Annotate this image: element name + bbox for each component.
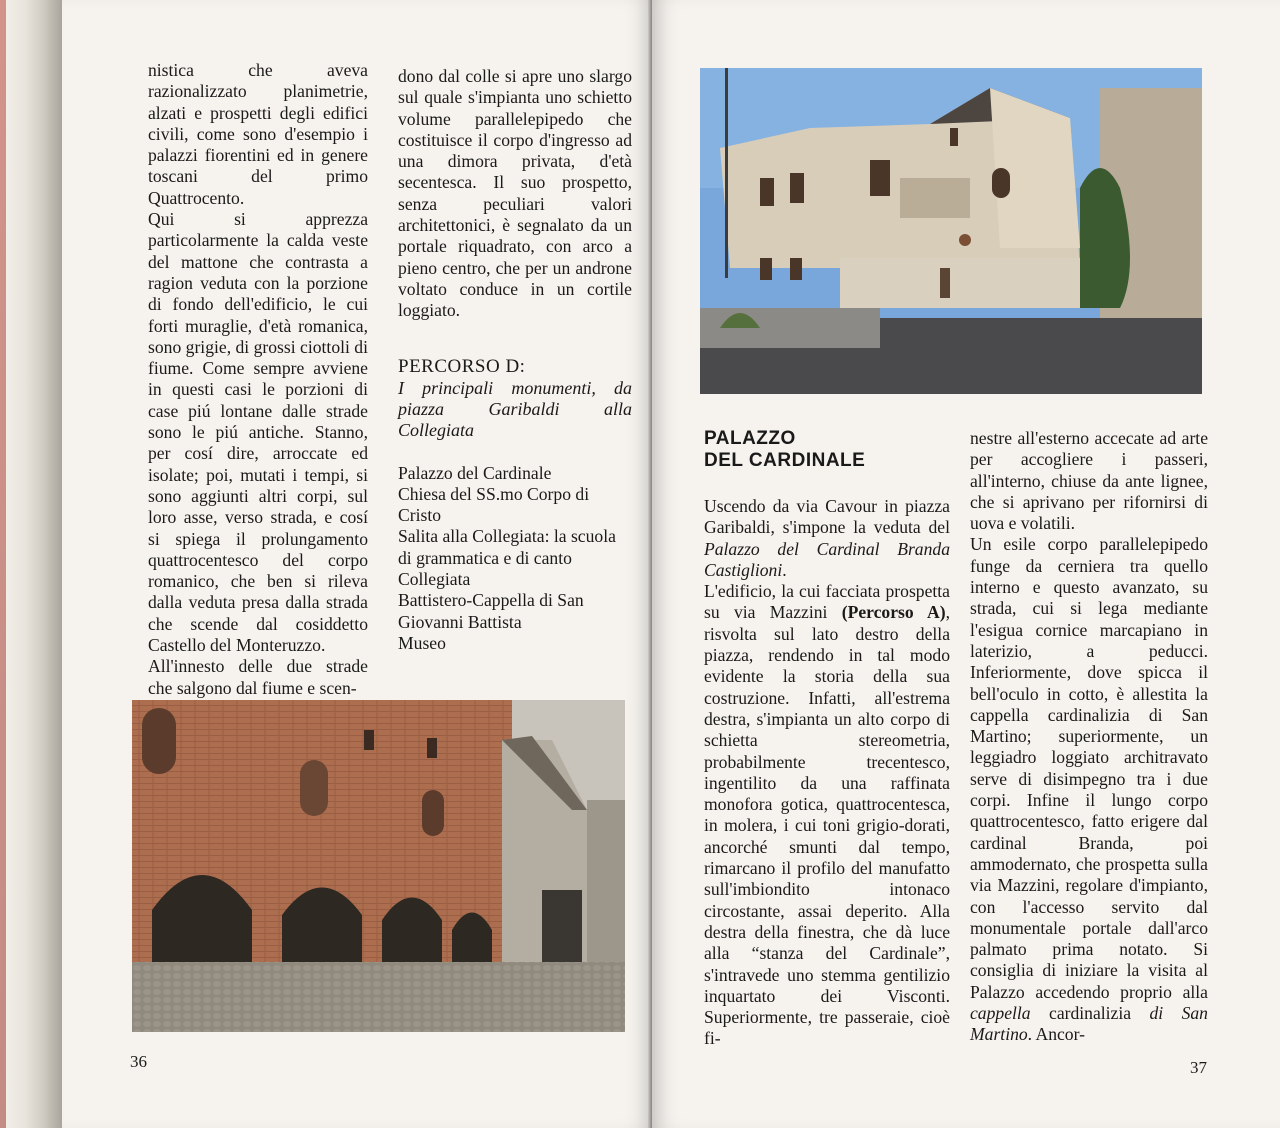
page-number: 37	[1190, 1058, 1207, 1077]
text-run: L'edificio, la cui facciata prospetta su via Mazzini	[704, 581, 950, 623]
route-list-item: Battistero-Cappella di San Giovanni Battista	[398, 590, 584, 632]
book-cover-edge	[0, 0, 6, 1128]
text-run: Un esile corpo parallelepipedo funge da cerniera tra quello interno e questo avanzato, su strada, cui si lega mediante l'esigua cornice marcapiano in laterizio, a peducci. Inferiormente, dove spicca il bell'oculo in cotto, è allestita la cappella cardinalizia di San Martino; superiormente, un leggiadro loggiato architravato serve di disimpegno tra i due corpi. Infine il lungo corpo quattrocentesco, fatto erigere dal cardinal Branda, poi ammodernato, che prospetta sulla via Mazzini, regolare d'impianto, con l'accesso servito dal monumentale portale dall'arco palmato prima notato. Si consiglia di iniziare la visita al Palazzo accedendo proprio alla	[970, 534, 1208, 1002]
route-list-item: Salita alla Collegiata: la scuola di grammatica e di canto	[398, 526, 616, 568]
paragraph: All'innesto delle due strade che salgono dal fiume e scen-	[148, 656, 368, 698]
palazzo-photo	[700, 68, 1202, 394]
left-page	[62, 0, 652, 1128]
paragraph	[704, 581, 950, 1050]
text-run-italic: cappella	[970, 1003, 1031, 1024]
courtyard-photo	[132, 700, 625, 1032]
heading-line: PALAZZO	[704, 428, 796, 449]
paragraph: Qui si apprezza particolarmente la calda veste del mattone che contrasta a ragion veduta con la porzione di fondo dell'edificio, le cui forti muraglie, d'età romanica, sono grigie, di grossi ciottoli di fiume. Come sempre avviene in questi casi le porzioni di case piú lontane dalle strade sono le piú antiche. Stanno, per cosí dire, arroccate ed isolate; poi, mutati i tempi, si sono aggiunti altri corpi, sul loro asse, verso strada, e cosí si spiega il prolungamento quattrocentesco del corpo romanico, che ben si rileva dalla veduta presa dalla strada che scende dal cosiddetto Castello del Monteruzzo.	[148, 209, 368, 656]
section-heading	[704, 428, 950, 472]
paragraph: nestre all'esterno accecate ad arte per accogliere i passeri, all'interno, chiuse da ante lignee, che si aprivano per rifornirsi di uova e volatili.	[970, 428, 1208, 534]
route-title: PERCORSO D:	[398, 355, 526, 377]
left-column-1	[148, 60, 368, 699]
route-list	[398, 463, 632, 655]
route-list-item: Collegiata	[398, 569, 471, 590]
right-page	[652, 0, 1280, 1128]
route-subtitle: I principali monumenti, da piazza Garibaldi alla Collegiata	[398, 377, 632, 440]
text-run: . Ancor-	[1027, 1024, 1085, 1045]
right-column-1	[704, 428, 950, 1050]
text-run-italic: Palazzo del Cardinal Branda Castiglioni	[704, 538, 950, 580]
text-run-italic: di San Martino	[970, 1003, 1208, 1045]
route-list-item: Chiesa del SS.mo Corpo di Cristo	[398, 483, 590, 526]
heading-line: DEL CARDINALE	[704, 450, 866, 471]
route-list-item: Museo	[398, 632, 446, 653]
text-run: , risvolta sul lato destro della piazza, rendendo in tal modo evidente la storia della sua costruzione. Infatti, all'estrema destra, s'impianta un alto corpo di schietta stereometria, probabilmente trecentesco, ingentilito da una raffinata monofora gotica, quattrocentesca, in molera, i cui toni grigio-dorati, ancorché smunti dal tempo, rimarcano il profilo del manufatto sull'imbiondito intonaco circostante, assai deperito. Alla destra della finestra, che dà luce alla “stanza del Cardinale”, s'intravede uno stemma gentilizio inquartato dei Visconti. Superiormente, tre passeraie, cioè fi-	[704, 602, 950, 1049]
right-column-2	[970, 428, 1208, 1046]
paragraph	[704, 496, 950, 581]
text-run: cardinalizia	[1030, 1003, 1150, 1024]
paragraph: nistica che aveva razionalizzato planimetrie, alzati e prospetti degli edifici civili, come sono d'esempio i palazzi fiorentini ed in genere toscani del primo Quattrocento.	[148, 60, 368, 208]
route-list-item: Palazzo del Cardinale	[398, 462, 552, 483]
paragraph: dono dal colle si apre uno slargo sul quale s'impianta uno schietto volume parallelepipedo che costituisce il corpo d'ingresso ad una dimora privata, d'età secentesca. Il suo prospetto, senza peculiari valori architettonici, è segnalato da un portale riquadrato, con arco a pieno centro, che per un androne voltato conduce in un cortile loggiato.	[398, 66, 632, 321]
paragraph	[970, 534, 1208, 1045]
book-edge	[0, 0, 62, 1128]
text-run-bold: (Percorso A)	[841, 602, 946, 623]
left-column-2	[398, 66, 632, 654]
text-run: .	[782, 559, 787, 580]
text-run: Uscendo da via Cavour in piazza Garibaldi, s'impone la veduta del	[704, 496, 950, 538]
page-number: 36	[130, 1052, 147, 1071]
